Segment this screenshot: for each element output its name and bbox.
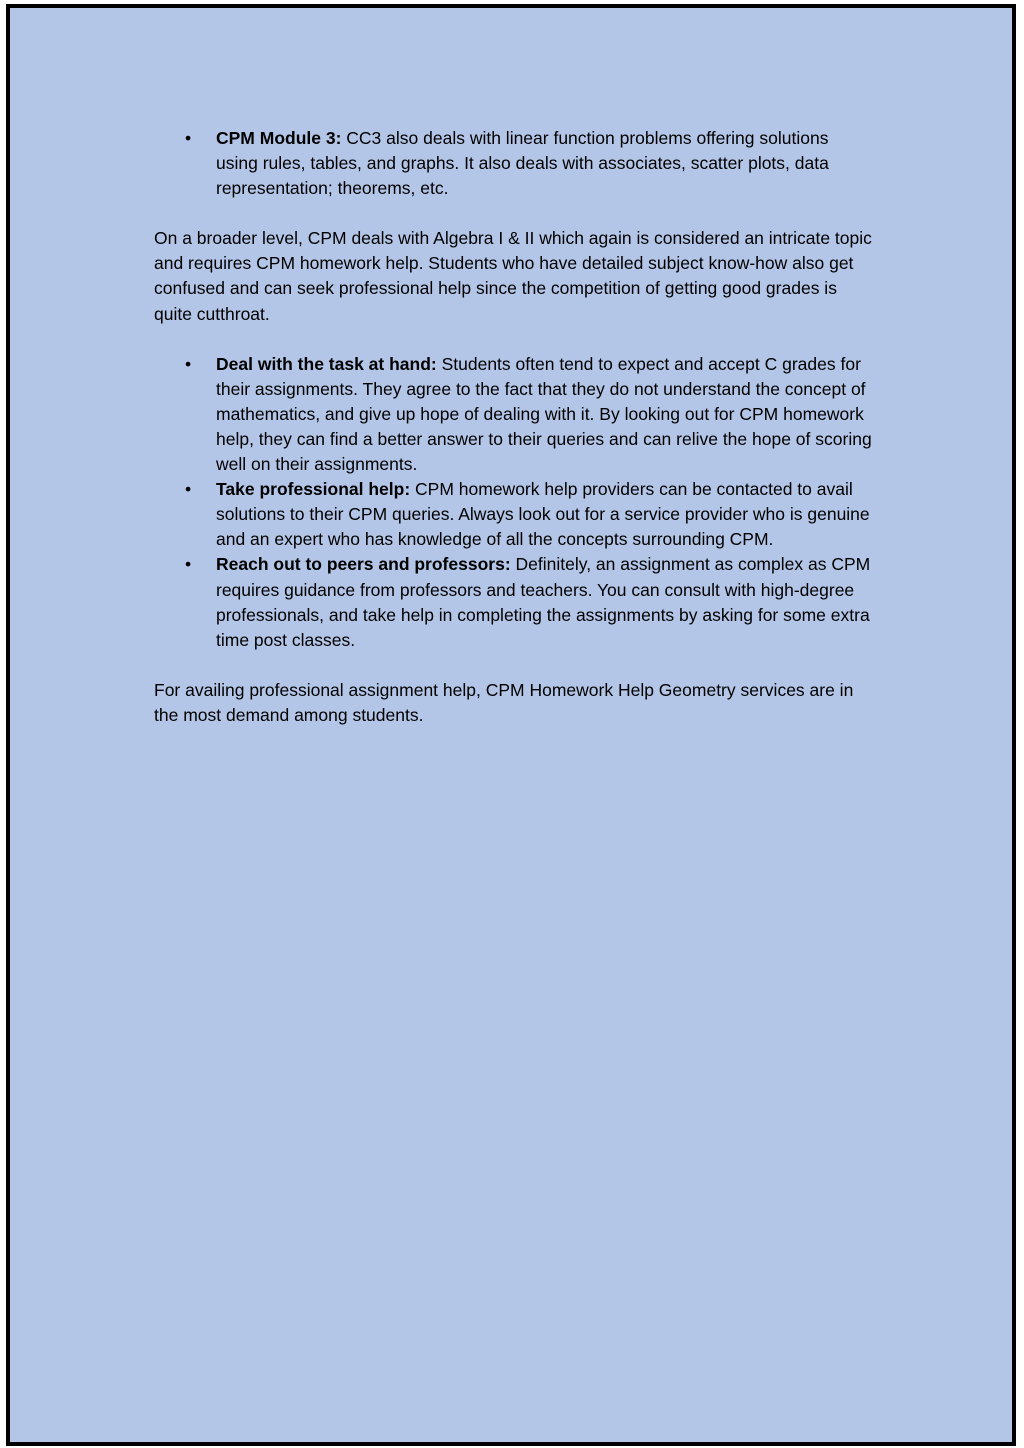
bullet-item-peers-professors bbox=[154, 552, 874, 652]
bullet-icon: • bbox=[185, 353, 192, 374]
bullet-icon: • bbox=[185, 128, 192, 148]
bullet-item-deal-with-task bbox=[154, 352, 874, 477]
paragraph-conclusion: For availing professional assignment help, CPM Homework Help Geometry services are in the most demand among students. bbox=[154, 679, 854, 725]
document-body bbox=[154, 126, 874, 728]
spacer bbox=[154, 653, 874, 678]
spacer bbox=[154, 201, 874, 226]
bullet-item-heading: Reach out to peers and professors: bbox=[216, 554, 511, 575]
bullet-item-heading: Deal with the task at hand: bbox=[216, 353, 437, 374]
bullet-list-tips bbox=[154, 352, 874, 653]
bullet-item-professional-help bbox=[154, 477, 874, 552]
spacer bbox=[154, 327, 874, 352]
bullet-item-heading: CPM Module 3: bbox=[216, 128, 342, 148]
document-page bbox=[6, 4, 1016, 1446]
bullet-icon: • bbox=[185, 479, 192, 500]
paragraph-broader-level: On a broader level, CPM deals with Algebra I & II which again is considered an intricate topic and requires CPM homework help. Students who have detailed subject know-how also get confused and can seek professional help since the competition of getting good grades is quite cutthroat. bbox=[154, 228, 872, 324]
bullet-list-modules bbox=[154, 126, 874, 201]
bullet-item-text: Definitely, an assignment as complex as CPM requires guidance from professors and teachers. You can consult with high-degree professionals, and take help in completing the assignments by asking for some extra time post classes. bbox=[216, 554, 871, 650]
bullet-item-text: CC3 also deals with linear function problems offering solutions using rules, tables, and graphs. It also deals with associates, scatter plots, data representation; theorems, etc. bbox=[216, 128, 829, 199]
bullet-item-heading: Take professional help: bbox=[216, 479, 411, 500]
bullet-item-text: Students often tend to expect and accept C grades for their assignments. They agree to the fact that they do not understand the concept of mathematics, and give up hope of dealing with it. By looking out for CPM homework help, they can find a better answer to their queries and can relive the hope of scoring well on their assignments. bbox=[216, 353, 872, 475]
bullet-item-cpm-module-3 bbox=[154, 126, 874, 201]
bullet-icon: • bbox=[185, 554, 192, 575]
bullet-item-text: CPM homework help providers can be contacted to avail solutions to their CPM queries. Always look out for a service provider who is genuine and an expert who has knowledge of all the concepts surrounding CPM. bbox=[216, 479, 870, 550]
